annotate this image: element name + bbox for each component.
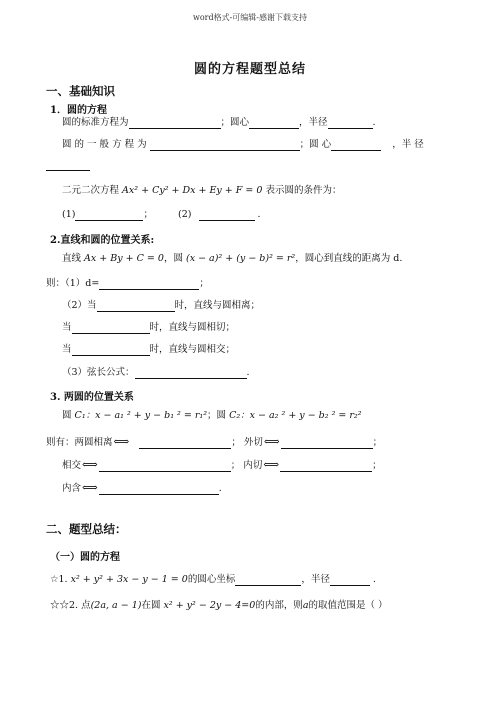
iff-arrow-icon: ⟺: [263, 435, 280, 448]
condition1-blank[interactable]: [75, 210, 143, 221]
gen-center-label: ；圆 心: [299, 139, 332, 150]
external-tangent-blank[interactable]: [281, 438, 373, 449]
std-radius-blank[interactable]: [328, 118, 373, 129]
gen-radius-label: ，半 径: [392, 139, 424, 150]
gen-center-blank[interactable]: [331, 140, 381, 151]
section1-heading: 一、基础知识: [46, 84, 115, 98]
gen-radius-blank[interactable]: [46, 160, 90, 171]
distance-blank[interactable]: [99, 279, 199, 290]
chord-blank[interactable]: [135, 368, 247, 379]
iff-arrow-icon: ⟺: [263, 458, 280, 471]
q1-center-blank[interactable]: [235, 575, 301, 586]
circle2-equation: C₂：x − a₂ ² + y − b₂ ² = r₂²: [229, 410, 362, 421]
iff-arrow-icon: ⟺: [82, 458, 98, 471]
two-circles-row2: 相交⟺ ； 内切⟺ ；: [62, 458, 382, 471]
standard-equation-line: 圆的标准方程为 ；圆心 ，半径 .: [62, 117, 376, 128]
std-eq-blank[interactable]: [129, 118, 221, 129]
circle-equation: (x − a)² + (y − b)² = r²: [185, 253, 296, 264]
internal-tangent-blank[interactable]: [280, 461, 372, 472]
gen-eq-label: 圆 的 一 般 方 程 为: [62, 139, 147, 150]
quadratic-equation: Ax² + Cy² + Dx + Ey + F = 0: [122, 185, 263, 196]
q2-equation: x² + y² − 2y − 4=0: [163, 600, 256, 611]
page-header: word格式-可编辑-感谢下载支持: [192, 13, 307, 22]
tangent-blank[interactable]: [72, 323, 150, 334]
gen-radius-blank-line: [46, 159, 90, 171]
circle1-equation: C₁：x − a₁ ² + y − b₁ ² = r₁²: [74, 410, 208, 421]
intersect-case-line: 当 时，直线与圆相交；: [62, 344, 236, 355]
std-eq-label: 圆的标准方程为: [62, 117, 129, 128]
std-radius-label: ，半径: [299, 117, 328, 128]
gen-eq-blank[interactable]: [150, 140, 300, 151]
separate-circles-blank[interactable]: [139, 438, 231, 449]
separate-blank[interactable]: [97, 301, 175, 312]
page-title: 圆的方程题型总结: [193, 62, 306, 77]
chord-length-line: （3）弦长公式： .: [62, 367, 250, 378]
two-circles-equations: 圆 C₁：x − a₁ ² + y − b₁ ² = r₁²；圆 C₂：x − a₂ ² + y − b₂ ² = r₂²: [62, 410, 362, 421]
two-circles-row1: 则有：两圆相离⟺ ； 外切⟺ ；: [46, 435, 383, 448]
q1-radius-blank[interactable]: [330, 575, 370, 586]
condition2-blank[interactable]: [199, 210, 255, 221]
q1-equation: x² + y² + 3x − y − 1 = 0: [70, 574, 188, 585]
section2-heading: 二、题型总结：: [46, 522, 127, 536]
two-circles-heading: 3. 两圆的位置关系: [50, 392, 134, 403]
two-circles-row3: 内含⟺ .: [62, 481, 222, 494]
question-1: ☆1. x² + y² + 3x − y − 1 = 0的圆心坐标 ，半径 .: [50, 574, 376, 585]
std-center-label: ；圆心: [220, 117, 250, 128]
iff-arrow-icon: ⟺: [113, 435, 130, 448]
std-center-blank[interactable]: [249, 118, 299, 129]
circle-equation-type-heading: （一）圆的方程: [50, 552, 120, 563]
tangent-case-line: 当 时，直线与圆相切；: [62, 322, 236, 333]
line-circle-heading: 2.直线和圆的位置关系:: [50, 235, 155, 246]
intersect-blank[interactable]: [72, 345, 150, 356]
line-circle-setup: 直线 Ax + By + C = 0，圆 (x − a)² + (y − b)² = r²，圆心到直线的距离为 d.: [62, 253, 403, 264]
line-equation: Ax + By + C = 0: [84, 253, 164, 264]
q2-point: (2a, a − 1): [90, 600, 142, 611]
iff-arrow-icon: ⟺: [82, 481, 98, 494]
general-equation-line: [62, 139, 424, 151]
separate-case-line: （2）当 时，直线与圆相离；: [62, 300, 261, 311]
intersect-circles-blank[interactable]: [99, 461, 231, 472]
question-2: ☆☆2. 点(2a, a − 1)在圆 x² + y² − 2y − 4=0的内部，则a的取值范围是（ ）: [50, 600, 388, 611]
quadratic-condition-line: 二元二次方程 Ax² + Cy² + Dx + Ey + F = 0 表示圆的条件为：: [62, 185, 342, 196]
condition-blanks-line: (1) ； (2) .: [62, 209, 261, 220]
circle-equation-heading: 1．圆的方程: [50, 105, 107, 116]
distance-line: 则：（1）d= ；: [46, 278, 209, 289]
contain-blank[interactable]: [99, 484, 219, 495]
